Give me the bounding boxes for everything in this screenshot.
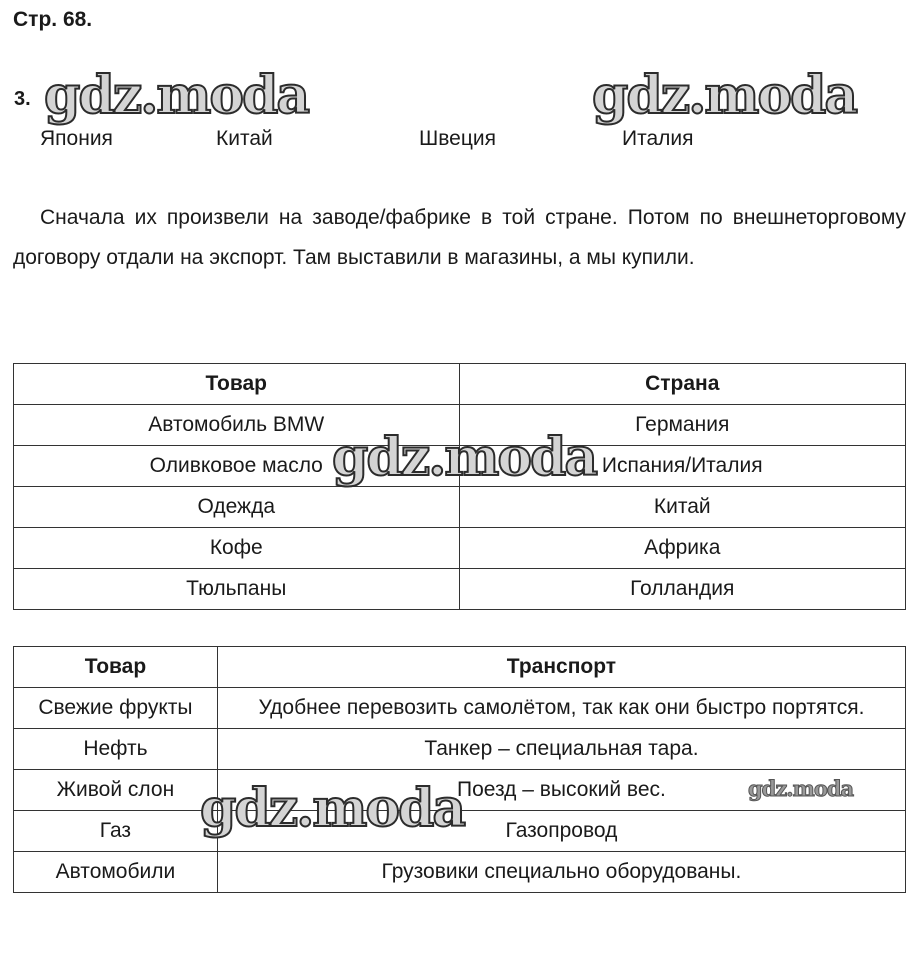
country-label: Япония: [40, 127, 113, 150]
table-cell: Тюльпаны: [14, 569, 460, 610]
table-cell: Танкер – специальная тара.: [217, 729, 905, 770]
table-row: [14, 528, 906, 569]
table-cell: Кофе: [14, 528, 460, 569]
table-row: [14, 852, 906, 893]
table-cell: Германия: [459, 405, 906, 446]
table-cell: Оливковое масло: [14, 446, 460, 487]
table-row: [14, 487, 906, 528]
table-cell: Одежда: [14, 487, 460, 528]
table-cell: Грузовики специально оборудованы.: [217, 852, 905, 893]
table-cell: Голландия: [459, 569, 906, 610]
table-cell: Поезд – высокий вес.: [217, 770, 905, 811]
country-label: Швеция: [419, 127, 496, 150]
task-number: 3.: [14, 88, 31, 110]
table-cell: Газ: [14, 811, 218, 852]
table-cell: Африка: [459, 528, 906, 569]
watermark-logo: gdz.moda: [748, 776, 854, 801]
country-label: Италия: [622, 127, 694, 150]
table-cell: Испания/Италия: [459, 446, 906, 487]
table-cell: Нефть: [14, 729, 218, 770]
table-header-cell: Товар: [14, 364, 460, 405]
table-header-cell: Товар: [14, 647, 218, 688]
watermark-logo: gdz.moda: [592, 65, 857, 126]
table-cell: Свежие фрукты: [14, 688, 218, 729]
table-cell: Китай: [459, 487, 906, 528]
table-cell: Автомобиль BMW: [14, 405, 460, 446]
page-title: Стр. 68.: [13, 8, 93, 31]
answer-paragraph: Сначала их произвели на заводе/фабрике в той стране. Потом по внешнеторговому договору отдали на экспорт. Там выставили в магазины, а мы купили.: [13, 206, 906, 269]
table-cell: Удобнее перевозить самолётом, так как они быстро портятся.: [217, 688, 905, 729]
table-cell: Автомобили: [14, 852, 218, 893]
watermark-logo: gdz.moda: [44, 65, 309, 126]
table-row: [14, 569, 906, 610]
table-cell: Живой слон: [14, 770, 218, 811]
country-label: Китай: [216, 127, 273, 150]
table-header-row: [14, 364, 906, 405]
table-header-cell: Транспорт: [217, 647, 905, 688]
table-row: [14, 729, 906, 770]
table-header-row: [14, 647, 906, 688]
goods-transport-table: [13, 646, 906, 893]
table-header-cell: Страна: [459, 364, 906, 405]
watermark-logo: gdz.moda: [200, 778, 465, 839]
watermark-logo: gdz.moda: [332, 427, 597, 488]
table-cell: Газопровод: [217, 811, 905, 852]
table-row: [14, 688, 906, 729]
